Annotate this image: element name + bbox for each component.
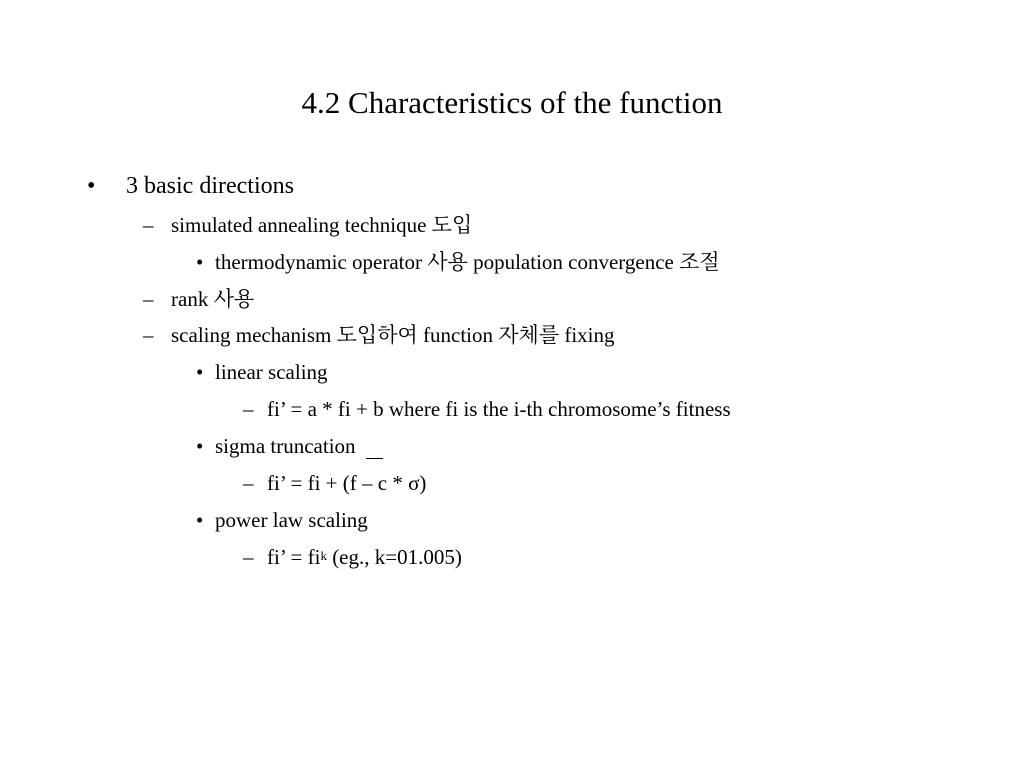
dash-marker: – <box>243 471 254 495</box>
overline-mark <box>366 458 383 459</box>
bullet-marker: • <box>87 173 96 199</box>
formula-exponent: k <box>320 548 327 563</box>
list-item-thermodynamic-operator: thermodynamic operator 사용 population convergence 조절 <box>215 250 720 274</box>
list-item-sigma-truncation: sigma truncation <box>215 434 356 458</box>
list-item-power-law-formula <box>267 544 462 570</box>
list-item-scaling-mechanism: scaling mechanism 도입하여 function 자체를 fixing <box>171 323 615 347</box>
list-item-simulated-annealing: simulated annealing technique 도입 <box>171 213 473 237</box>
slide-title: 4.2 Characteristics of the function <box>301 85 723 120</box>
list-item-power-law-scaling: power law scaling <box>215 508 368 532</box>
bullet-marker: • <box>196 434 204 458</box>
formula-base: fi’ = fi <box>267 545 321 569</box>
list-item-sigma-formula: fi’ = fi + (f – c * σ) <box>267 471 427 495</box>
dash-marker: – <box>143 213 154 237</box>
bullet-marker: • <box>196 508 204 532</box>
list-item-linear-formula: fi’ = a * fi + b where fi is the i-th chromosome’s fitness <box>267 397 731 421</box>
list-item-linear-scaling: linear scaling <box>215 360 328 384</box>
formula-example: (eg., k=01.005) <box>326 545 462 569</box>
bullet-marker: • <box>196 360 204 384</box>
bullet-marker: • <box>196 250 204 274</box>
list-item-rank: rank 사용 <box>171 287 255 311</box>
dash-marker: – <box>243 545 254 569</box>
dash-marker: – <box>143 287 154 311</box>
dash-marker: – <box>143 323 154 347</box>
list-item-basic-directions: 3 basic directions <box>126 173 294 199</box>
dash-marker: – <box>243 397 254 421</box>
